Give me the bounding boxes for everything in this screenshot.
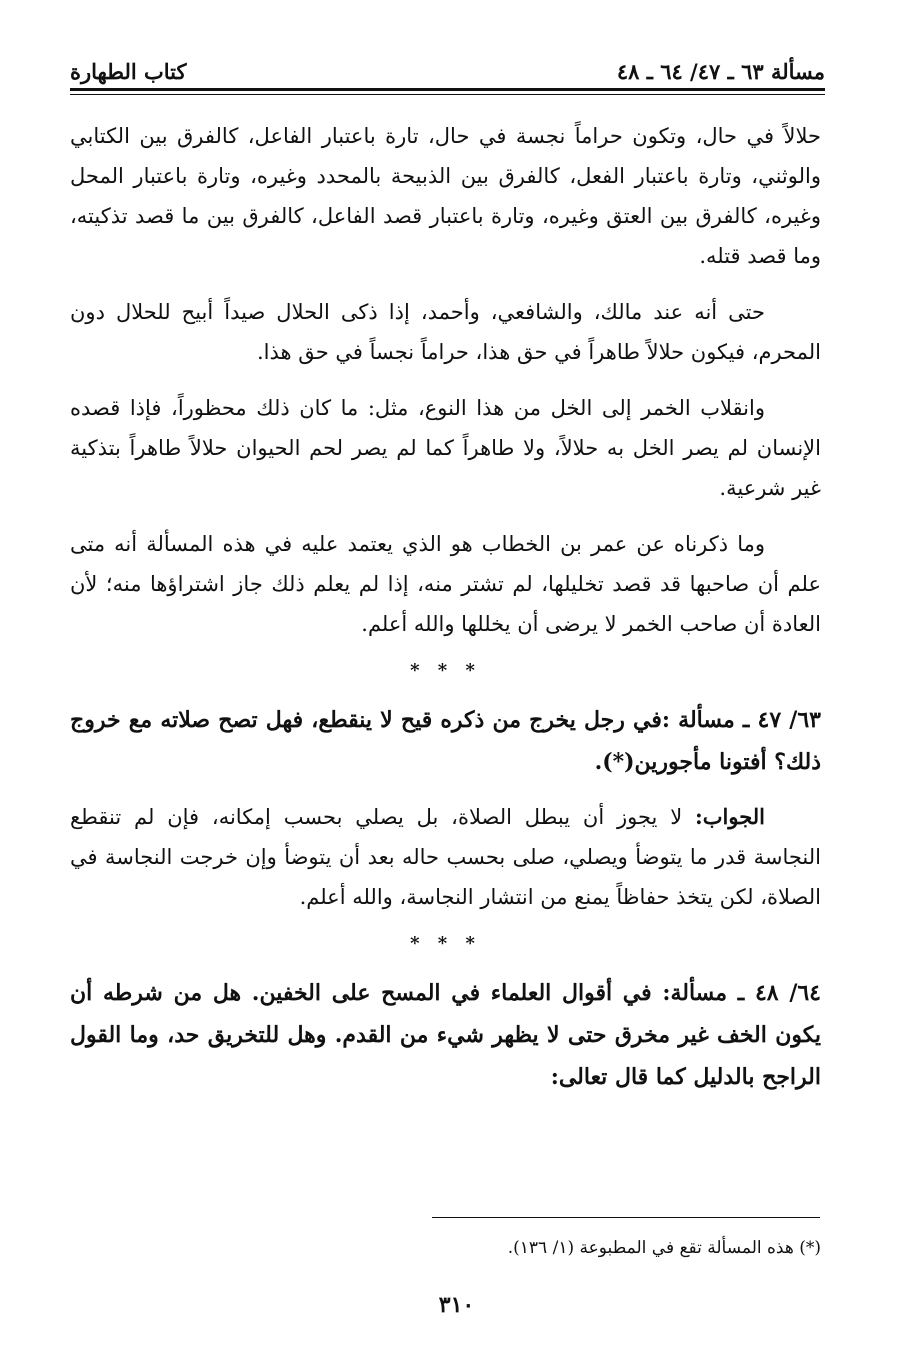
footnote: (*) هذه المسألة تقع في المطبوعة (١/ ١٣٦). xyxy=(507,1238,821,1258)
section-separator: * * * xyxy=(410,660,481,681)
book-title: كتاب الطهارة xyxy=(70,59,187,84)
paragraph: حلالاً في حال، وتكون حراماً نجسة في حال، تارة باعتبار الفاعل، كالفرق بين الكتابي والوثني، وتارة باعتبار الفعل، كالفرق بين الذبيحة بالمحدد وغيره، وتارة باعتبار المحل وغيره، كالفرق بين العتق وغيره، وتارة باعتبار قصد الفاعل، كالفرق بين ما قصد تذكيته، وما قصد قتله. xyxy=(70,124,821,268)
footnote-rule xyxy=(432,1217,820,1218)
paragraph: حتى أنه عند مالك، والشافعي، وأحمد، إذا ذكى الحلال صيداً أبيح للحلال دون المحرم، فيكون حلالاً طاهراً في حق هذا، حراماً نجساً في حق هذا. xyxy=(70,300,821,364)
paragraph: وانقلاب الخمر إلى الخل من هذا النوع، مثل: ما كان ذلك محظوراً، فإذا قصده الإنسان لم يصر الخل به حلالاً، ولا طاهراً كما لم يصر لحم الحيوان حلالاً طاهراً بتذكية غير شرعية. xyxy=(70,396,821,500)
section-title: مسألة ٦٣ ـ ٤٧/ ٦٤ ـ ٤٨ xyxy=(616,59,825,84)
page-body xyxy=(70,116,821,1112)
header-rule-thick xyxy=(70,88,825,91)
question-63: ٦٣/ ٤٧ ـ مسألة :في رجل يخرج من ذكره قيح لا ينقطع، فهل تصح صلاته مع خروج ذلك؟ أفتونا مأجورين(*). xyxy=(70,707,821,775)
question-64: ٦٤/ ٤٨ ـ مسألة: في أقوال العلماء في المسح على الخفين. هل من شرطه أن يكون الخف غير مخرق حتى لا يظهر شيء من القدم. وهل للتخريق حد، وما القول الراجح بالدليل كما قال تعالى: xyxy=(70,980,821,1090)
answer-63 xyxy=(70,797,821,917)
paragraph: وما ذكرناه عن عمر بن الخطاب هو الذي يعتمد عليه في هذه المسألة أنه متى علم أن صاحبها قد قصد تخليلها، لم تشتر منه، إذا لم يعلم ذلك جاز اشتراؤها منه؛ لأن العادة أن صاحب الخمر لا يرضى أن يخللها والله أعلم. xyxy=(70,532,821,636)
answer-text: لا يجوز أن يبطل الصلاة، بل يصلي بحسب إمكانه، فإن لم تنقطع النجاسة قدر ما يتوضأ ويصلي، صلى بحسب حاله بعد أن يتوضأ وإن خرجت النجاسة في الصلاة، لكن يتخذ حفاظاً يمنع من انتشار النجاسة، والله أعلم. xyxy=(70,805,821,909)
answer-label: الجواب: xyxy=(695,804,765,829)
page-header xyxy=(70,40,825,84)
section-separator: * * * xyxy=(410,933,481,954)
header-rule-thin xyxy=(70,94,825,95)
page-number: ٣١٠ xyxy=(438,1292,475,1318)
